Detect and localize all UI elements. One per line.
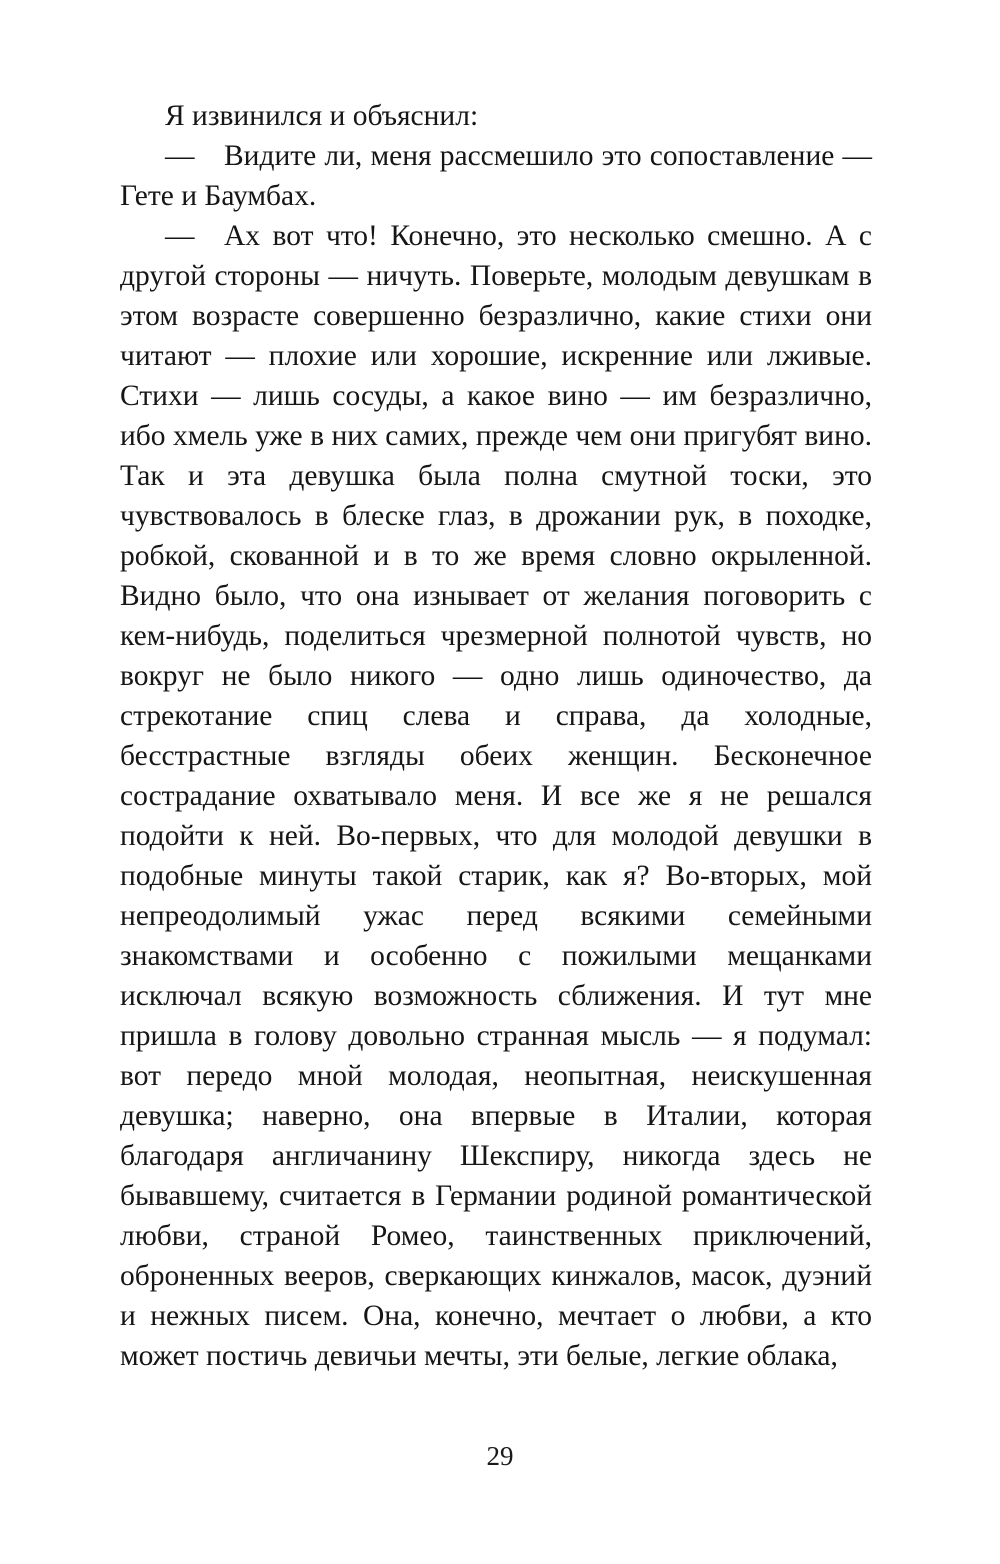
paragraph-dialogue: — Видите ли, меня рассмешило это сопоставление — Гете и Баумбах. xyxy=(120,140,872,212)
paragraph-dialogue: — Ах вот что! Конечно, это несколько смешно. А с другой стороны — ничуть. Поверьте, молодым девушкам в этом возрасте совершенно безразлично, какие стихи они читают — плохие или хорошие, искренние или лживые. Стихи — лишь сосуды, а какое вино — им безразлично, ибо хмель уже в них самих, прежде чем они пригубят вино. Так и эта девушка была полна смутной тоски, это чувствовалось в блеске глаз, в дрожании рук, в походке, робкой, скованной и в то же время словно окрыленной. Видно было, что она изнывает от желания поговорить с кем-нибудь, поделиться чрезмерной полнотой чувств, но вокруг не было никого — одно лишь одиночество, да стрекотание спиц слева и справа, да холодные, бесстрастные взгляды обеих женщин. Бесконечное сострадание охватывало меня. И все же я не решался подойти к ней. Во-первых, что для молодой девушки в подобные минуты такой старик, как я? Во-вторых, мой непреодолимый ужас перед всякими семейными знакомствами и особенно с пожилыми мещанками исключал всякую возможность сближения. И тут мне пришла в голову довольно странная мысль — я подумал: вот передо мной молодая, неопытная, неискушенная девушка; наверно, она впервые в Италии, которая благодаря англичанину Шекспиру, никогда здесь не бывавшему, считается в Германии родиной романтической любви, страной Ромео, таинственных приключений, оброненных вееров, сверкающих кинжалов, масок, дуэний и нежных писем. Она, конечно, мечтает о любви, а кто может постичь девичьи мечты, эти белые, легкие облака, xyxy=(120,220,872,1372)
paragraph: Я извинился и объяснил: xyxy=(165,100,479,132)
page-number: 29 xyxy=(486,1441,514,1471)
page-body-text xyxy=(120,96,872,1376)
